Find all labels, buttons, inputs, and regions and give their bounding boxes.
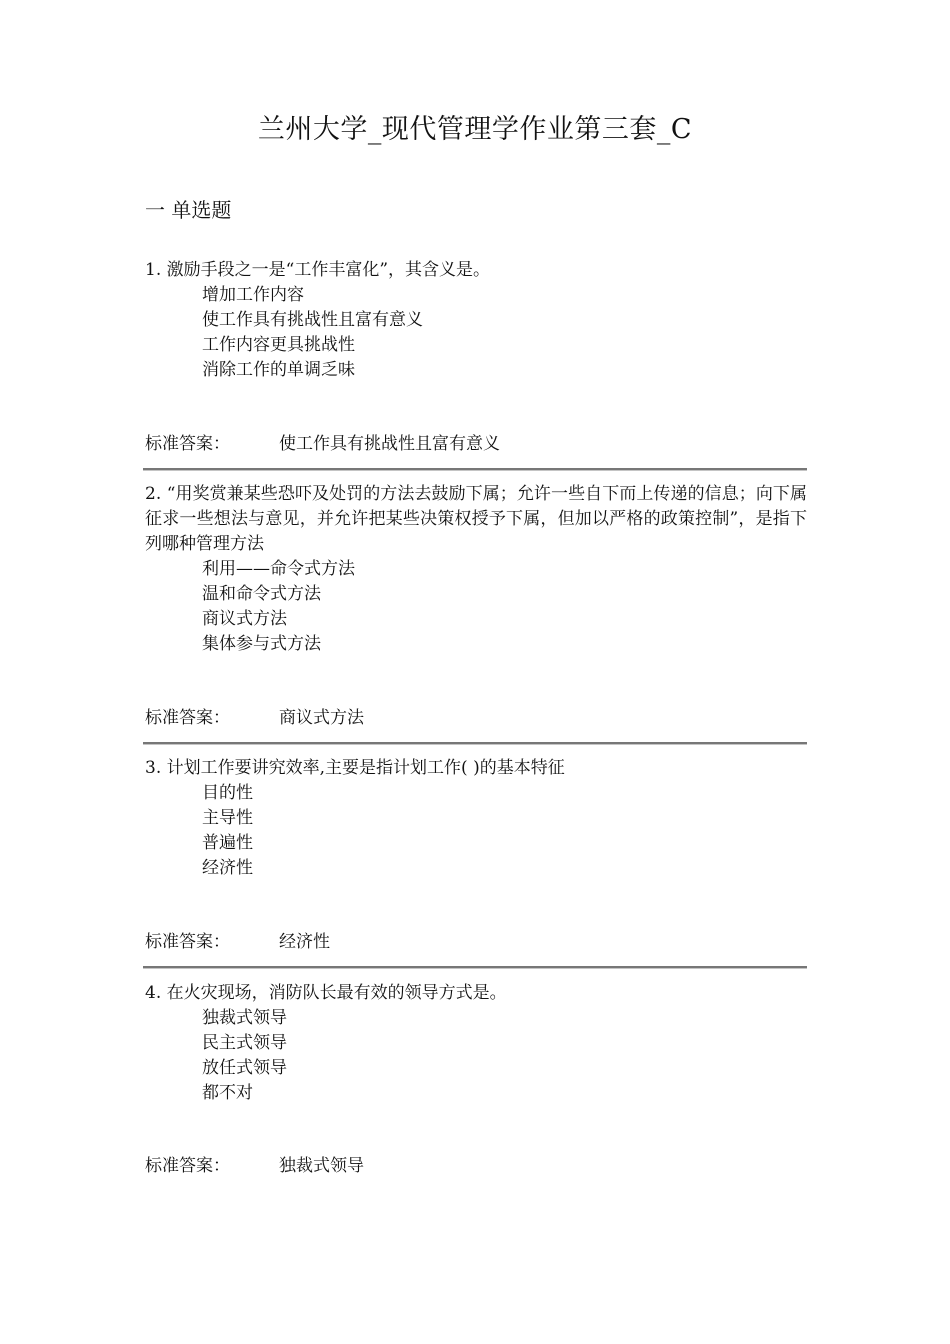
option-c: 放任式领导 xyxy=(202,1058,287,1078)
answer-row-4 xyxy=(145,1154,807,1179)
question-1 xyxy=(145,258,807,383)
option-d: 经济性 xyxy=(202,858,253,878)
answer-label: 标准答案： xyxy=(145,932,230,952)
divider xyxy=(143,742,807,745)
question-stem: 3. 计划工作要讲究效率,主要是指计划工作( )的基本特征 xyxy=(145,758,565,778)
answer-label: 标准答案： xyxy=(145,434,230,454)
divider xyxy=(143,468,807,471)
option-d: 集体参与式方法 xyxy=(202,634,321,654)
option-d: 都不对 xyxy=(202,1083,253,1103)
question-4 xyxy=(145,981,807,1106)
question-2 xyxy=(145,482,807,657)
option-list xyxy=(145,283,807,383)
option-list xyxy=(145,557,807,657)
question-stem: 4. 在火灾现场，消防队长最有效的领导方式是。 xyxy=(145,983,507,1003)
option-b: 温和命令式方法 xyxy=(202,584,321,604)
option-c: 工作内容更具挑战性 xyxy=(202,335,355,355)
option-d: 消除工作的单调乏味 xyxy=(202,360,355,380)
answer-value: 商议式方法 xyxy=(279,708,364,728)
page-title: 兰州大学_现代管理学作业第三套_C xyxy=(257,114,693,145)
answer-row-1 xyxy=(145,432,807,457)
answer-value: 使工作具有挑战性且富有意义 xyxy=(279,434,500,454)
option-c: 普遍性 xyxy=(202,833,253,853)
option-a: 独裁式领导 xyxy=(202,1008,287,1028)
answer-row-3 xyxy=(145,930,807,955)
question-3 xyxy=(145,756,807,881)
answer-label: 标准答案： xyxy=(145,1156,230,1176)
question-stem: 1. 激励手段之一是“工作丰富化”，其含义是。 xyxy=(145,260,491,280)
answer-label: 标准答案： xyxy=(145,708,230,728)
question-stem: 2. “用奖赏兼某些恐吓及处罚的方法去鼓励下属；允许一些自下而上传递的信息；向下属征求一些想法与意见，并允许把某些决策权授予下属，但加以严格的政策控制”，是指下列哪种管理方法 xyxy=(145,484,807,554)
section-heading: 一 单选题 xyxy=(145,198,232,222)
option-b: 使工作具有挑战性且富有意义 xyxy=(202,310,423,330)
option-a: 增加工作内容 xyxy=(202,285,304,305)
option-list xyxy=(145,1006,807,1106)
divider xyxy=(143,966,807,969)
option-list xyxy=(145,781,807,881)
answer-value: 独裁式领导 xyxy=(279,1156,364,1176)
option-b: 主导性 xyxy=(202,808,253,828)
option-c: 商议式方法 xyxy=(202,609,287,629)
answer-row-2 xyxy=(145,706,807,731)
answer-value: 经济性 xyxy=(279,932,330,952)
option-a: 利用——命令式方法 xyxy=(202,559,355,579)
option-a: 目的性 xyxy=(202,783,253,803)
option-b: 民主式领导 xyxy=(202,1033,287,1053)
